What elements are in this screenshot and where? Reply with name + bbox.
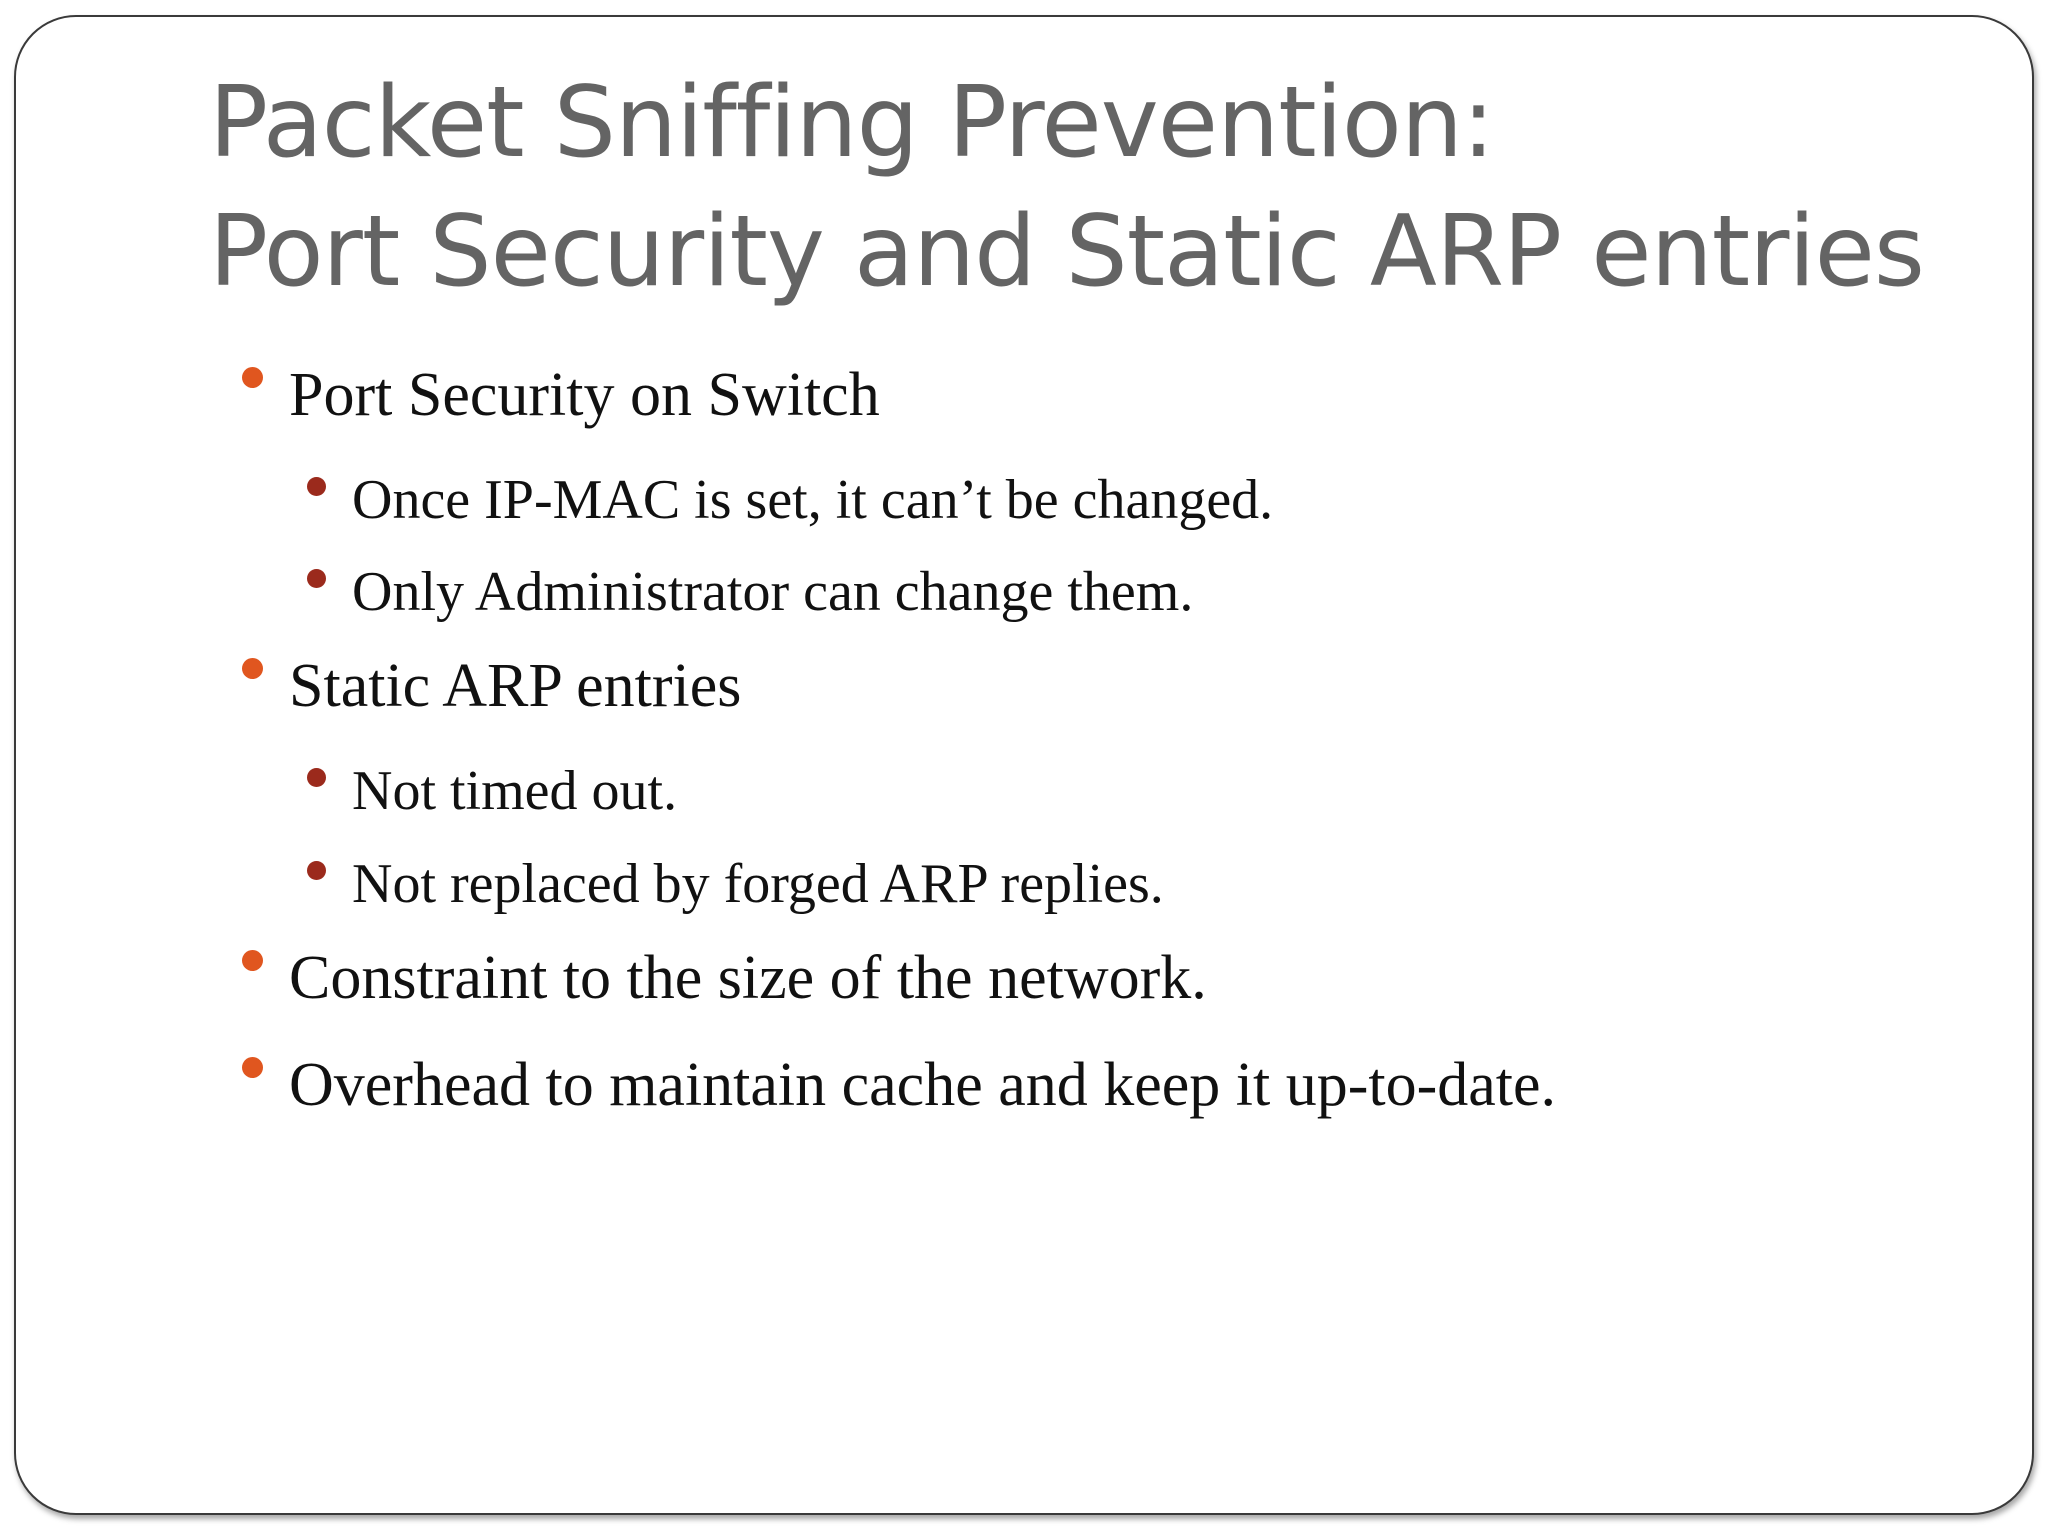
bullet-text: Overhead to maintain cache and keep it up-to-date. xyxy=(289,1051,1557,1119)
bullet-text: Port Security on Switch xyxy=(289,361,880,429)
bullet-text: Once IP-MAC is set, it can’t be changed. xyxy=(352,469,1274,531)
slide-title-line-1: Packet Sniffing Prevention: xyxy=(209,66,1494,180)
bullet-item-level-2 xyxy=(352,756,677,826)
bullet-text: Not replaced by forged ARP replies. xyxy=(352,853,1164,915)
bullet-item-level-1 xyxy=(289,357,880,433)
bullet-dot-icon xyxy=(242,1057,263,1078)
bullet-dot-icon xyxy=(242,950,263,971)
bullet-item-level-1 xyxy=(289,648,741,724)
sub-bullet-dot-icon xyxy=(307,861,326,880)
bullet-text: Constraint to the size of the network. xyxy=(289,944,1207,1012)
bullet-item-level-2 xyxy=(352,465,1273,535)
bullet-text: Static ARP entries xyxy=(289,652,742,720)
sub-bullet-dot-icon xyxy=(307,569,326,588)
bullet-dot-icon xyxy=(242,367,263,388)
bullet-item-level-2 xyxy=(352,557,1193,627)
slide-frame xyxy=(14,15,2034,1515)
bullet-dot-icon xyxy=(242,658,263,679)
sub-bullet-dot-icon xyxy=(307,477,326,496)
sub-bullet-dot-icon xyxy=(307,768,326,787)
bullet-text: Not timed out. xyxy=(352,760,678,822)
bullet-item-level-1 xyxy=(289,940,1207,1016)
slide-title-line-2: Port Security and Static ARP entries xyxy=(209,195,1924,309)
bullet-list xyxy=(16,17,2032,1513)
bullet-text: Only Administrator can change them. xyxy=(352,561,1194,623)
bullet-item-level-2 xyxy=(352,849,1164,919)
bullet-item-level-1 xyxy=(289,1047,1556,1123)
